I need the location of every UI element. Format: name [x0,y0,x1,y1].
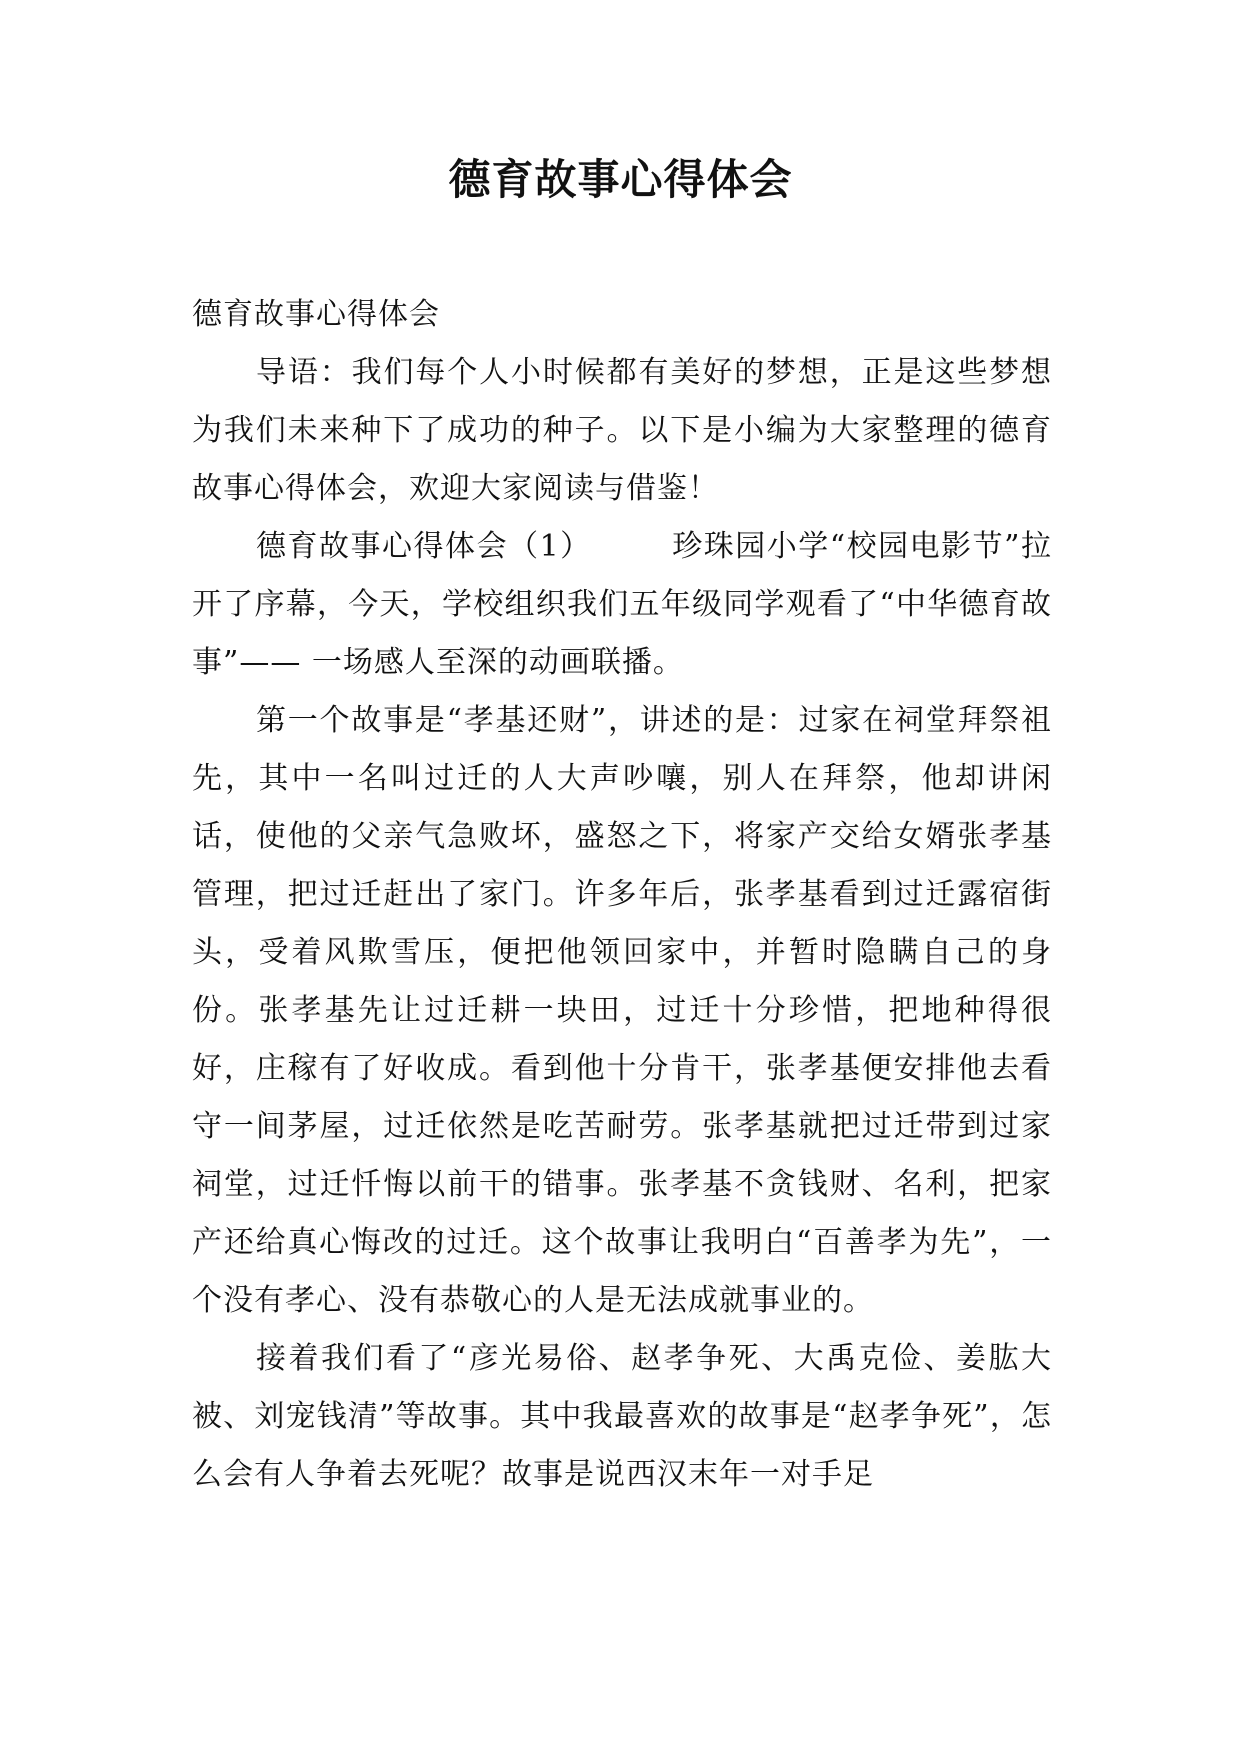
document-title: 德育故事心得体会 [448,155,793,204]
story-2-paragraph: 接着我们看了“彦光易俗、赵孝争死、大禹克俭、姜肱大被、刘宠钱清”等故事。其中我最喜欢的故事是“赵孝争死”，怎么会有人争着去死呢？故事是说西汉末年一对手足 [192,1341,1052,1492]
story-1-paragraph: 第一个故事是“孝基还财”，讲述的是：过家在祠堂拜祭祖先，其中一名叫过迁的人大声吵嚷，别人在拜祭，他却讲闲话，使他的父亲气急败坏，盛怒之下，将家产交给女婿张孝基管理，把过迁赶出了家门。许多年后，张孝基看到过迁露宿街头，受着风欺雪压，便把他领回家中，并暂时隐瞒自己的身份。张孝基先让过迁耕一块田，过迁十分珍惜，把地种得很好，庄稼有了好收成。看到他十分肯干，张孝基便安排他去看守一间茅屋，过迁依然是吃苦耐劳。张孝基就把过迁带到过家祠堂，过迁忏悔以前干的错事。张孝基不贪钱财、名利，把家产还给真心悔改的过迁。这个故事让我明白“百善孝为先”，一个没有孝心、没有恭敬心的人是无法成就事业的。 [192,703,1052,1318]
section-1-text: 珍珠园小学“校园电影节”拉开了序幕，今天，学校组织我们五年级同学观看了“中华德育故事”—— 一场感人至深的动画联播。 [192,529,1052,680]
section-1-heading: 德育故事心得体会（1） [256,529,592,564]
section-1-paragraph [192,518,1052,692]
intro-paragraph: 导语：我们每个人小时候都有美好的梦想，正是这些梦想为我们未来种下了成功的种子。以下是小编为大家整理的德育故事心得体会，欢迎大家阅读与借鉴！ [192,355,1052,506]
document-body [192,286,1052,1504]
document-subtitle: 德育故事心得体会 [192,297,440,332]
